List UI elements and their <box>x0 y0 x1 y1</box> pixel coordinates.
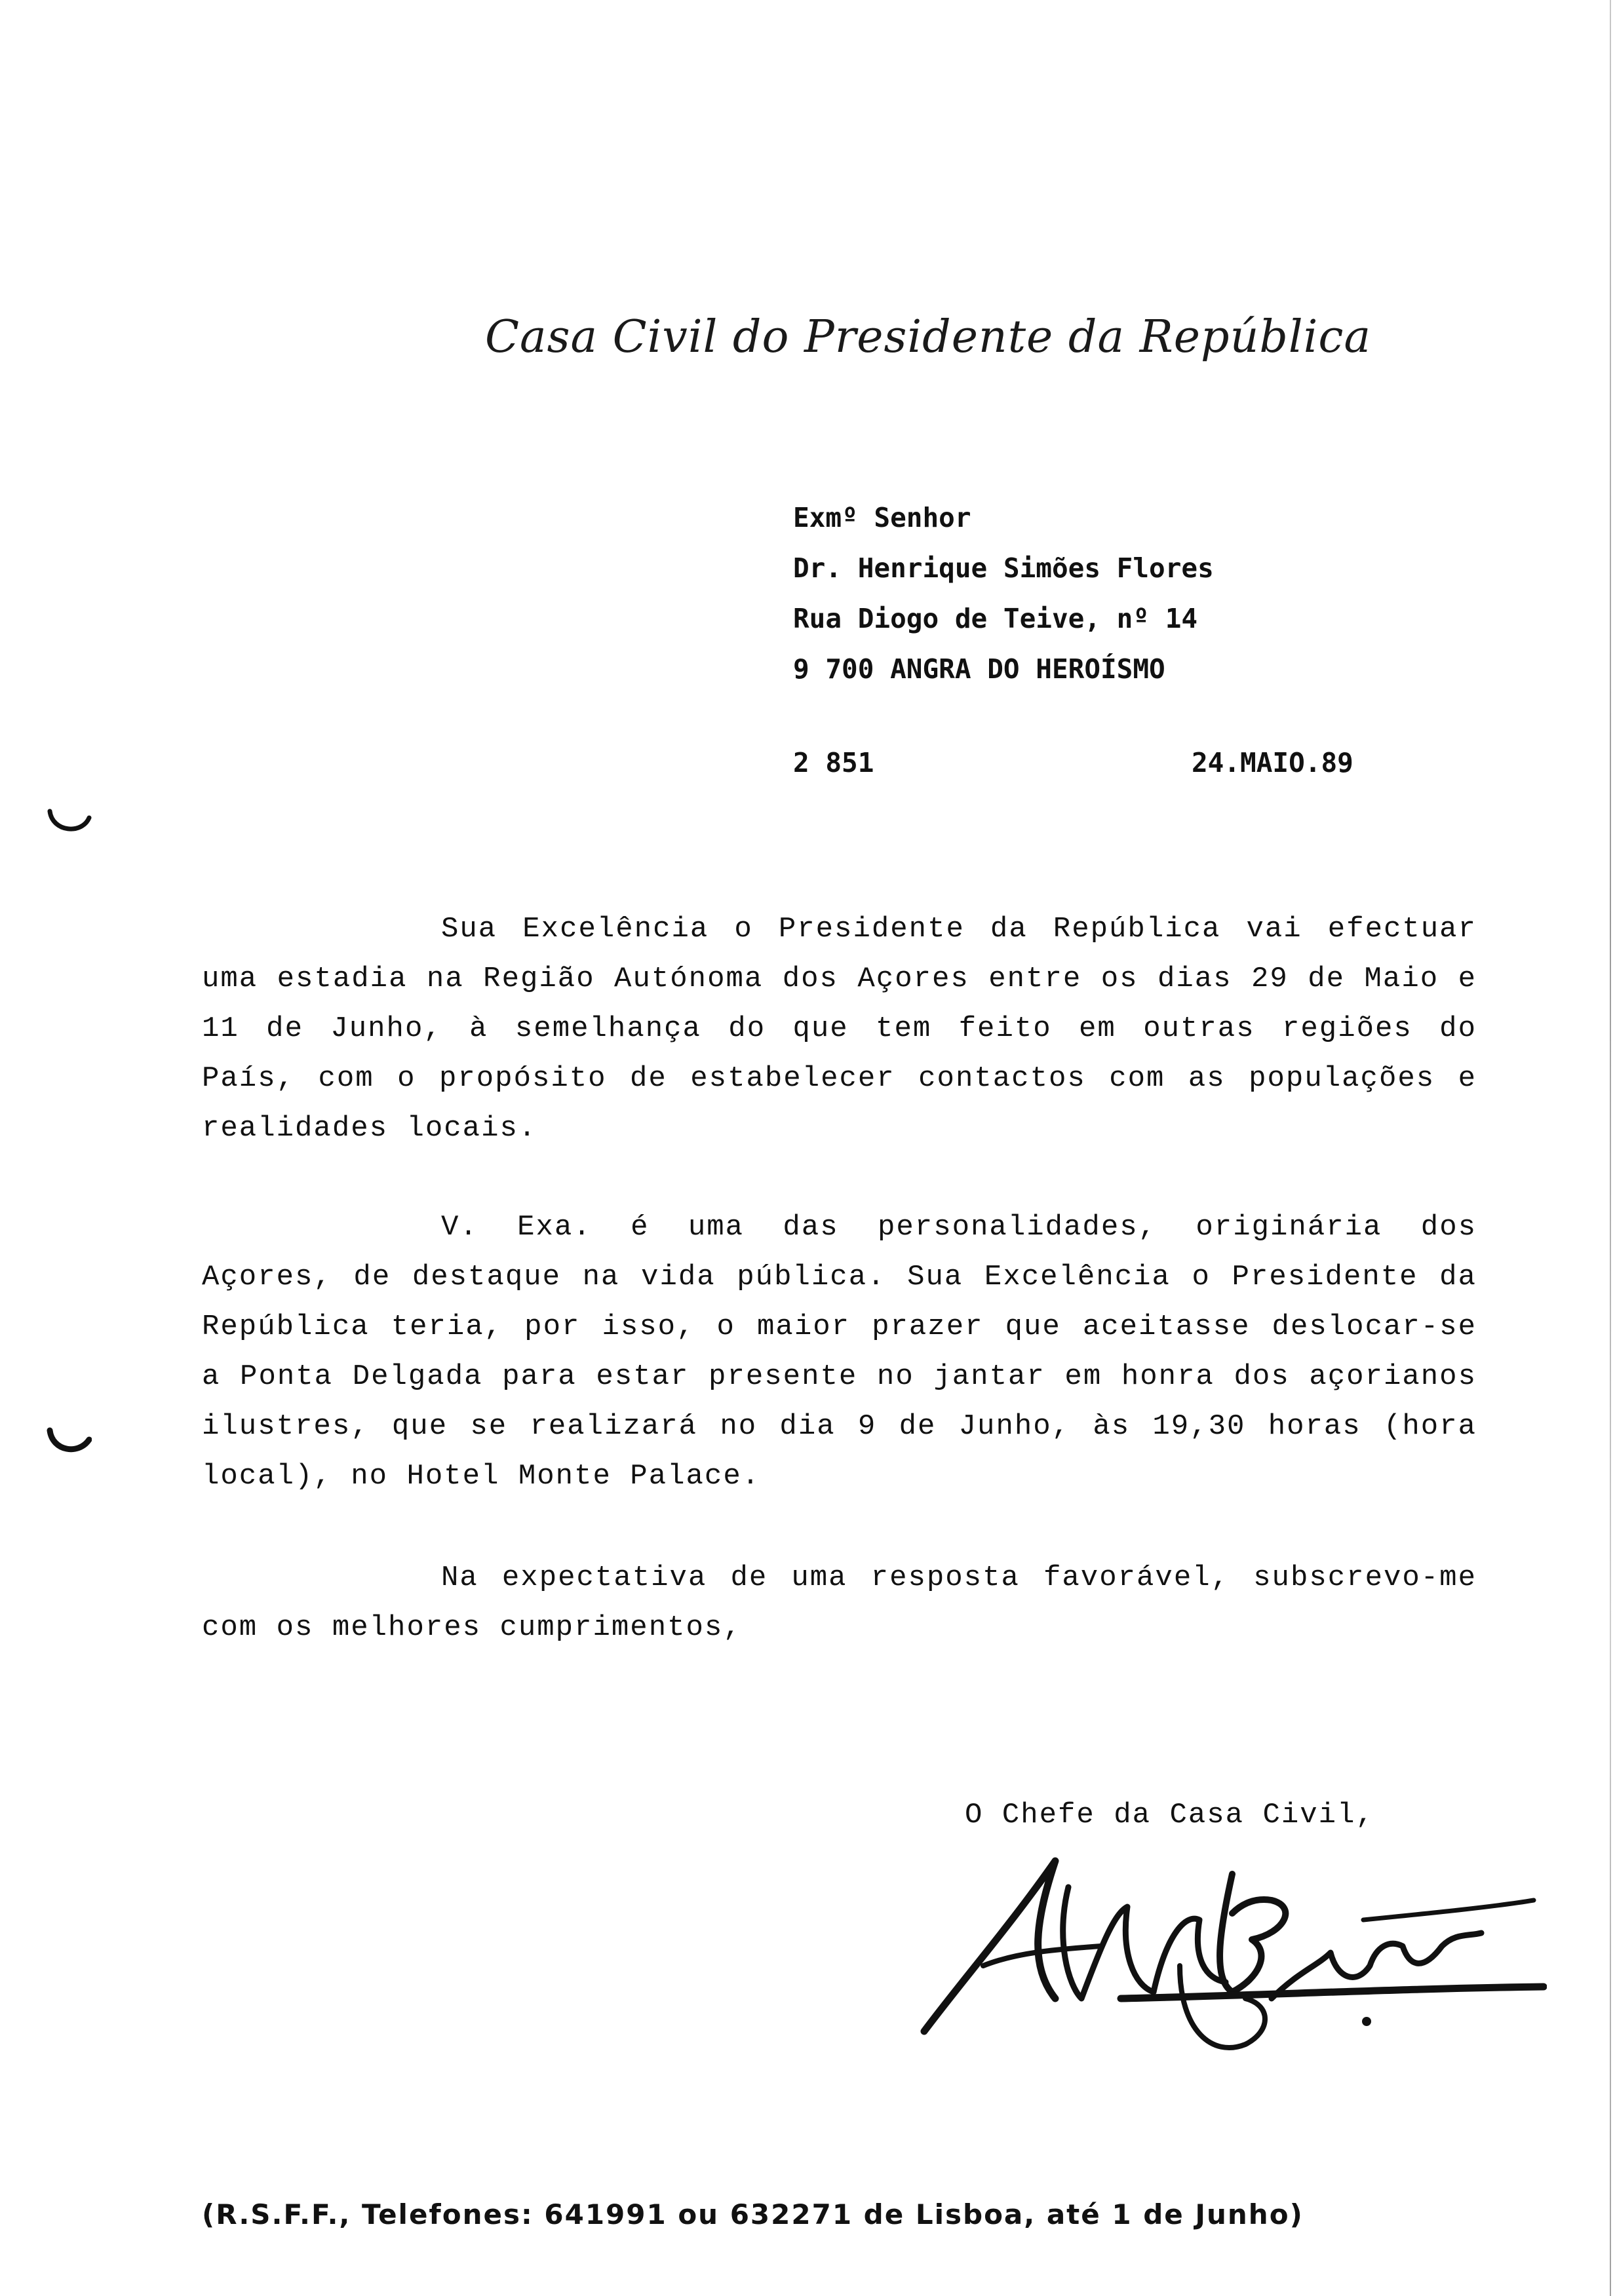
paragraph-text: V. Exa. é uma das personalidades, originária dos Açores, de destaque na vida pública. Sua Excelência o Presidente da República teria, por isso, o maior prazer que aceitasse deslocar-se a Ponta Delgada para estar presente no jantar em honra dos açorianos ilustres, que se realizará no dia 9 de Junho, às 19,30 horas (hora local), no Hotel Monte Palace. <box>202 1211 1477 1493</box>
punch-hole-mark <box>46 806 92 839</box>
recipient-address <box>793 493 1214 695</box>
reference-date: 24.MAIO.89 <box>1192 747 1353 778</box>
handwritten-signature <box>905 1835 1547 2057</box>
paragraph-text: Sua Excelência o Presidente da República vai efectuar uma estadia na Região Autónoma dos Açores entre os dias 29 de Maio e 11 de Junho, à semelhança do que tem feito em outras regiões do País, com o propósito de estabelecer contactos com as populações e realidades locais. <box>202 913 1477 1145</box>
body-paragraph-1 <box>202 904 1477 1153</box>
letterhead: Casa Civil do Presidente da República <box>485 311 1372 363</box>
recipient-street: Rua Diogo de Teive, nº 14 <box>793 603 1198 634</box>
closing-title: O Chefe da Casa Civil, <box>965 1799 1374 1831</box>
page-edge-line <box>1610 0 1611 2296</box>
footer-note: (R.S.F.F., Telefones: 641991 ou 632271 de Lisboa, até 1 de Junho) <box>202 2198 1304 2230</box>
paragraph-text: Na expectativa de uma resposta favorável, subscrevo-me com os melhores cumprimentos, <box>202 1561 1477 1644</box>
recipient-name: Dr. Henrique Simões Flores <box>793 552 1214 584</box>
body-paragraph-2 <box>202 1202 1477 1501</box>
reference-number: 2 851 <box>793 747 874 778</box>
punch-hole-mark <box>46 1425 92 1458</box>
body-paragraph-3 <box>202 1553 1477 1653</box>
recipient-city: 9 700 ANGRA DO HEROÍSMO <box>793 653 1165 685</box>
recipient-salutation: Exmº Senhor <box>793 502 971 533</box>
